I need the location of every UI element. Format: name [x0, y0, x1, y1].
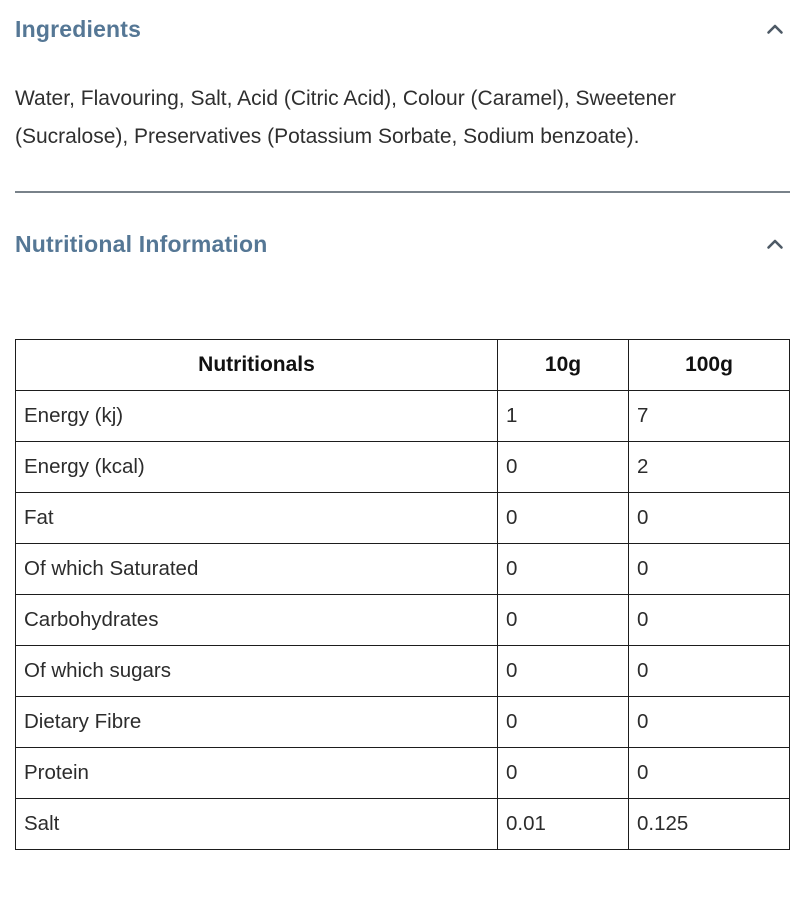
ingredients-section-title: Ingredients [15, 15, 142, 42]
table-row [16, 544, 790, 595]
table-cell: Energy (kcal) [16, 442, 498, 493]
table-row [16, 748, 790, 799]
table-row [16, 493, 790, 544]
table-row [16, 391, 790, 442]
nutrition-table-header-row [16, 340, 790, 391]
nutrition-section [15, 229, 790, 850]
table-row [16, 595, 790, 646]
chevron-up-icon[interactable] [766, 238, 784, 250]
table-cell: 1 [498, 391, 629, 442]
ingredients-accordion-header[interactable] [15, 14, 790, 44]
table-cell: 0.01 [498, 799, 629, 850]
nutrition-section-title: Nutritional Information [15, 230, 268, 257]
column-header-10g: 10g [498, 340, 629, 391]
table-cell: Of which sugars [16, 646, 498, 697]
table-cell: Of which Saturated [16, 544, 498, 595]
column-header-nutritionals: Nutritionals [16, 340, 498, 391]
chevron-up-icon[interactable] [766, 23, 784, 35]
table-cell: 0.125 [629, 799, 790, 850]
table-cell: 2 [629, 442, 790, 493]
table-cell: 0 [629, 595, 790, 646]
section-divider [15, 191, 790, 193]
table-row [16, 697, 790, 748]
table-cell: 0 [498, 697, 629, 748]
table-row [16, 799, 790, 850]
table-cell: 0 [498, 595, 629, 646]
table-cell: Salt [16, 799, 498, 850]
ingredients-text: Water, Flavouring, Salt, Acid (Citric Acid), Colour (Caramel), Sweetener (Sucralose), Preservatives (Potassium Sorbate, Sodium benzoate). [15, 87, 676, 148]
table-cell: 0 [498, 442, 629, 493]
table-row [16, 442, 790, 493]
table-row [16, 646, 790, 697]
table-cell: 0 [498, 748, 629, 799]
table-cell: Protein [16, 748, 498, 799]
table-cell: Carbohydrates [16, 595, 498, 646]
table-cell: 7 [629, 391, 790, 442]
table-cell: Fat [16, 493, 498, 544]
nutrition-table-body [16, 391, 790, 850]
table-cell: 0 [629, 697, 790, 748]
table-cell: Energy (kj) [16, 391, 498, 442]
table-cell: 0 [629, 748, 790, 799]
table-cell: 0 [629, 544, 790, 595]
table-cell: 0 [498, 646, 629, 697]
table-cell: Dietary Fibre [16, 697, 498, 748]
table-cell: 0 [629, 493, 790, 544]
column-header-100g: 100g [629, 340, 790, 391]
nutrition-table [15, 339, 790, 850]
table-cell: 0 [498, 544, 629, 595]
nutrition-accordion-header[interactable] [15, 229, 790, 259]
table-cell: 0 [629, 646, 790, 697]
table-cell: 0 [498, 493, 629, 544]
ingredients-section [15, 14, 790, 156]
